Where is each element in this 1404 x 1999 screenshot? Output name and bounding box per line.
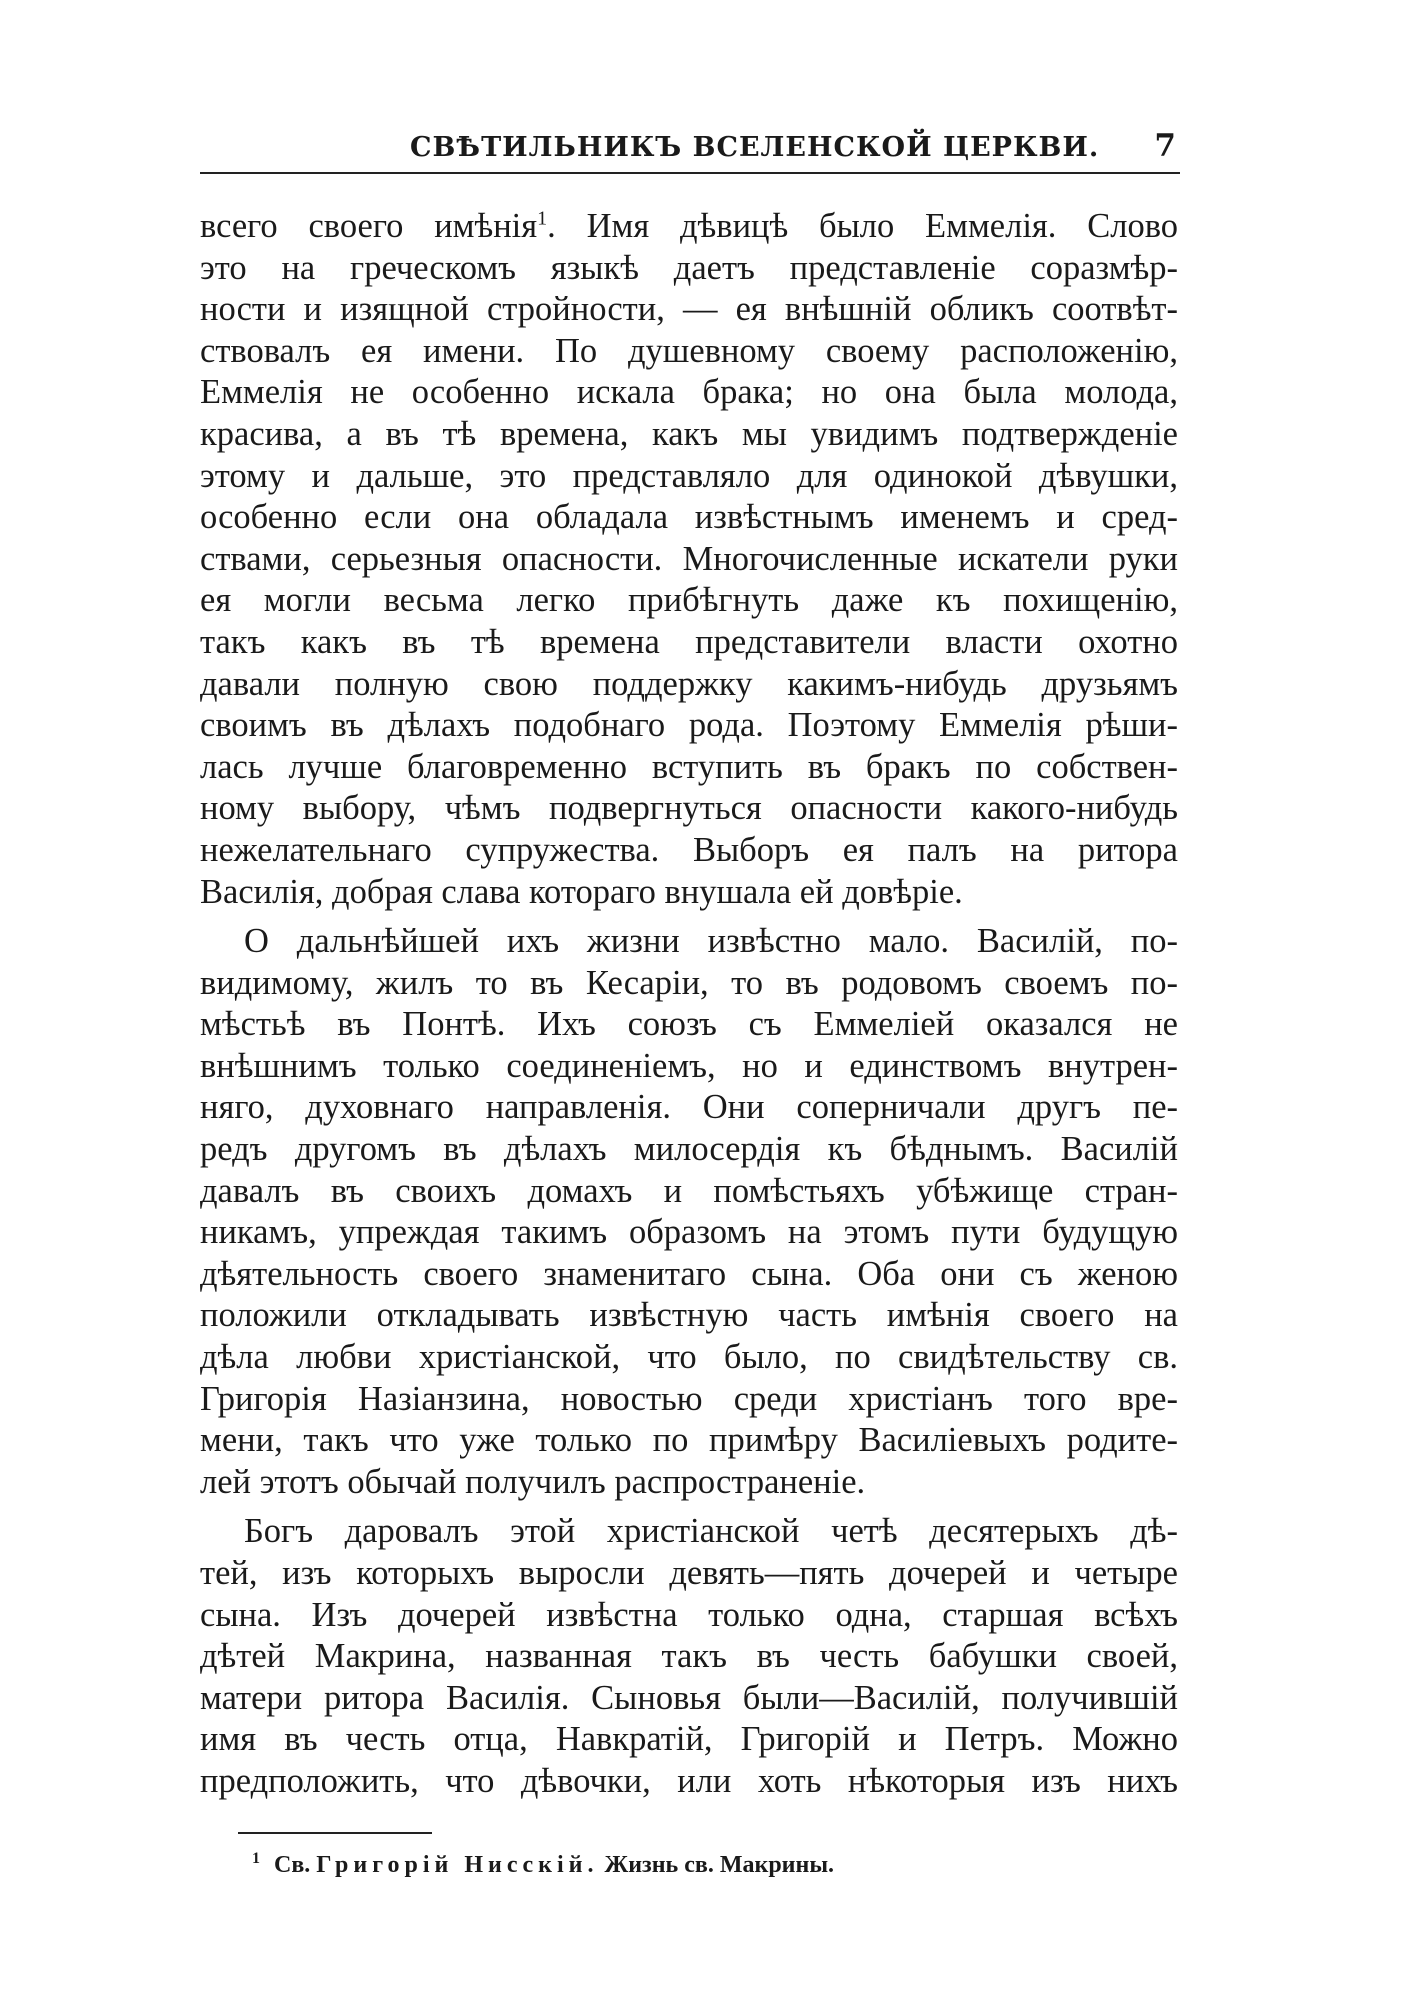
text-line: мени, такъ что уже только по примѣру Василіевыхъ родите-	[200, 1421, 1178, 1460]
text-line: няго, духовнаго направленія. Они соперничали другъ пе-	[200, 1088, 1178, 1127]
text-line: сына. Изъ дочерей извѣстна только одна, старшая всѣхъ	[200, 1595, 1178, 1634]
footnote	[252, 1852, 1152, 1879]
text-line: этому и дальше, это представляло для одинокой дѣвушки,	[200, 456, 1178, 495]
text-line: дѣятельность своего знаменитаго сына. Оба они съ женою	[200, 1254, 1178, 1293]
text-line: дѣла любви христіанской, что было, по свидѣтельству св.	[200, 1338, 1178, 1377]
text-line: внѣшнимъ только соединеніемъ, но и единствомъ внутрен-	[200, 1046, 1178, 1085]
text-line: особенно если она обладала извѣстнымъ именемъ и сред-	[200, 498, 1178, 537]
text-line: ствами, серьезныя опасности. Многочисленные искатели руки	[200, 539, 1178, 578]
text-line: красива, а въ тѣ времена, какъ мы увидимъ подтвержденіе	[200, 414, 1178, 453]
text-line: ствовалъ ея имени. По душевному своему расположенію,	[200, 331, 1178, 370]
footnote-reference: 1	[537, 207, 548, 230]
text-line: никамъ, упреждая такимъ образомъ на этомъ пути будущую	[200, 1213, 1178, 1252]
text-line: Григорія Назіанзина, новостью среди христіанъ того вре-	[200, 1379, 1178, 1418]
text-line: ея могли весьма легко прибѣгнуть даже къ похищенію,	[200, 581, 1178, 620]
text-line: тей, изъ которыхъ выросли девять—пять дочерей и четыре	[200, 1554, 1178, 1592]
text-line: матери ритора Василія. Сыновья были—Василій, получившій	[200, 1678, 1178, 1717]
page-number: 7	[1154, 128, 1176, 164]
footnote-prefix: Св.	[274, 1852, 311, 1878]
footnote-work: Жизнь св. Макрины.	[604, 1852, 835, 1878]
text-line: ности и изящной стройности, — ея внѣшній обликъ соотвѣт-	[200, 290, 1178, 329]
text-line: видимому, жилъ то въ Кесаріи, то въ родовомъ своемъ по-	[200, 963, 1178, 1002]
text-line: имя въ честь отца, Навкратій, Григорій и Петръ. Можно	[200, 1720, 1178, 1759]
text-line: своимъ въ дѣлахъ подобнаго рода. Поэтому Еммелія рѣши-	[200, 706, 1178, 745]
running-head-title: СВѢТИЛЬНИКЪ ВСЕЛЕНСКОЙ ЦЕРКВИ.	[410, 132, 1100, 163]
text-line: положили откладывать извѣстную часть имѣнія своего на	[200, 1296, 1178, 1335]
text-line: лей этотъ обычай получилъ распространеніе.	[200, 1462, 866, 1501]
text-line: редъ другомъ въ дѣлахъ милосердія къ бѣднымъ. Василій	[200, 1130, 1178, 1169]
body-text	[200, 206, 1178, 1803]
paragraph-first-line: О дальнѣйшей ихъ жизни извѣстно мало. Василій, по-	[244, 922, 1178, 961]
text-line: дѣтей Макрина, названная такъ въ честь бабушки своей,	[200, 1637, 1178, 1676]
text-line: такъ какъ въ тѣ времена представители власти охотно	[200, 622, 1178, 661]
footnote-author: Григорій Нисскій.	[316, 1852, 599, 1878]
text-line: это на греческомъ языкѣ даетъ представленіе соразмѣр-	[200, 248, 1178, 287]
running-head	[200, 128, 1180, 174]
footnote-mark: 1	[252, 1850, 260, 1867]
footnote-divider	[238, 1832, 432, 1834]
text-line: лась лучше благовременно вступить въ бракъ по собствен-	[200, 747, 1178, 786]
paragraph-first-line: Богъ даровалъ этой христіанской четѣ десятерыхъ дѣ-	[244, 1512, 1178, 1551]
text-line: Еммелія не особенно искала брака; но она была молода,	[200, 373, 1178, 412]
text-line: давалъ въ своихъ домахъ и помѣстьяхъ убѣжище стран-	[200, 1171, 1178, 1210]
text-line: нежелательнаго супружества. Выборъ ея палъ на ритора	[200, 830, 1178, 869]
text-line: ному выбору, чѣмъ подвергнуться опасности какого-нибудь	[200, 789, 1178, 828]
text-line: Василія, добрая слава котораго внушала ей довѣріе.	[200, 872, 963, 911]
text-line: предположить, что дѣвочки, или хоть нѣкоторыя изъ нихъ	[200, 1761, 1178, 1800]
text-line: всего своего имѣнія$^1$. Имя дѣвицѣ было Еммелія. Слово	[200, 207, 1178, 245]
text-line: давали полную свою поддержку какимъ-нибудь друзьямъ	[200, 664, 1178, 703]
text-line: мѣстьѣ въ Понтѣ. Ихъ союзъ съ Еммеліей оказался не	[200, 1005, 1178, 1044]
